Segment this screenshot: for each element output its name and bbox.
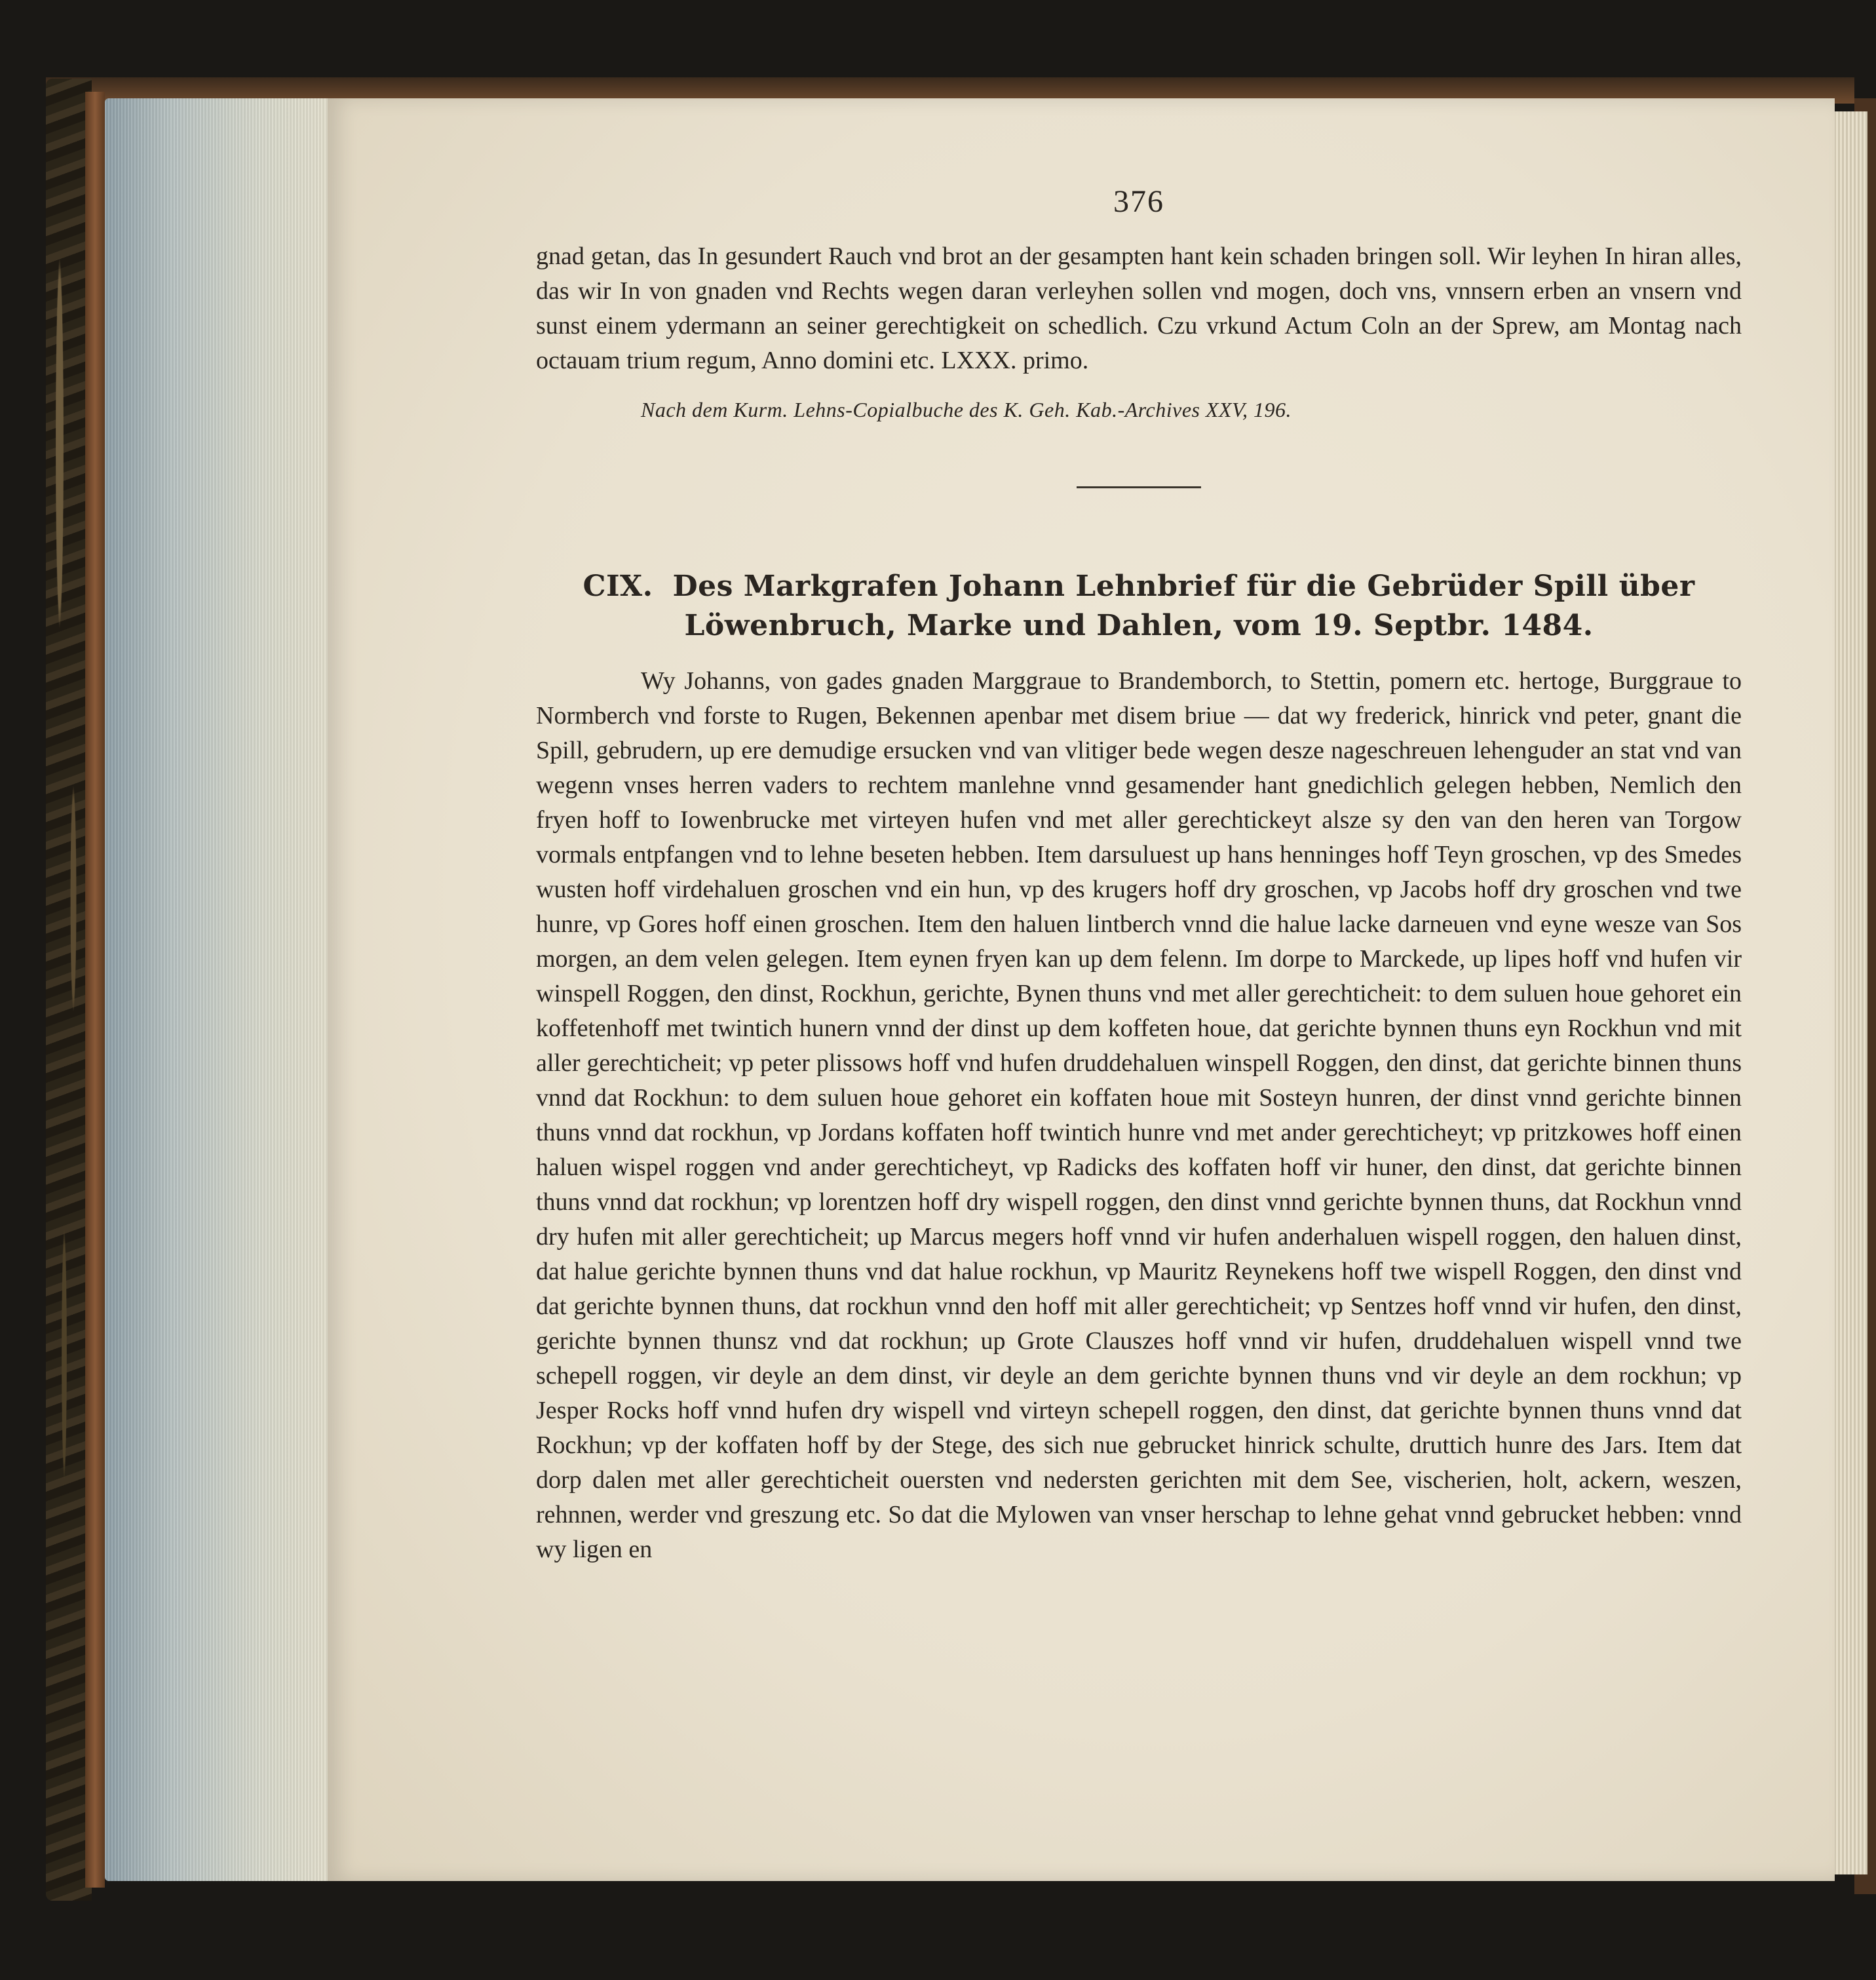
page-edges-stack	[105, 98, 328, 1881]
cover-spine	[85, 92, 105, 1888]
section-divider	[1077, 486, 1201, 488]
section-heading	[536, 567, 1742, 646]
intro-paragraph: gnad getan, das In gesundert Rauch vnd brot an der gesampten hant kein schaden bringen soll. Wir leyhen In hiran alles, das wir In von gnaden vnd Rechts wegen daran verleyhen sollen vnd mogen, doch vns, vnnsern erben an vnsern vnd sunst einem ydermann an seiner gerechtigkeit on schedlich. Czu vrkund Actum Coln an der Sprew, am Montag nach octauam trium regum, Anno domini etc. LXXX. primo.	[536, 243, 1742, 374]
page-content	[536, 184, 1742, 1567]
page-number: 376	[1113, 184, 1164, 219]
source-note: Nach dem Kurm. Lehns-Copialbuche des K. Geh. Kab.-Archives XXV, 196.	[641, 398, 1292, 421]
section-title: Des Markgrafen Johann Lehnbrief für die Gebrüder Spill über Löwenbruch, Marke und Dahlen, vom 19. Septbr. 1484.	[672, 570, 1695, 642]
body-paragraph: Wy Johanns, von gades gnaden Marggraue to Brandemborch, to Stettin, pomern etc. hertoge, Burggraue to Normberch vnd forste to Rugen, Bekennen apenbar met disem briue — dat wy frederick, hinrick vnd peter, gnant die Spill, gebrudern, up ere demudige ersucken vnd van vlitiger bede wegen desze nageschreuen lehenguder an stat vnd van wegenn vnses herren vaders to rechtem manlehne vnnd gesamender hant gnedichlich gelegen hebben, Nemlich den fryen hoff to Iowenbrucke met virteyen hufen vnd met aller gerechtickeyt alsze sy den van den heren van Torgow vormals entpfangen vnd to lehne beseten hebben. Item darsuluest up hans henninges hoff Teyn groschen, vp des Smedes wusten hoff virdehaluen groschen vnd ein hun, vp des krugers hoff dry groschen, vp Jacobs hoff dry groschen vnd twe hunre, vp Gores hoff einen groschen. Item den haluen lintberch vnnd die halue lacke darneuen vnd eyne wesze van Sos morgen, an dem velen gelegen. Item eynen fryen kan up dem felenn. Im dorpe to Marckede, up lipes hoff vnd hufen vir winspell Roggen, den dinst, Rockhun, gerichte, Bynen thuns vnd met aller gerechticheit: to dem suluen houe gehoret ein koffetenhoff met twintich hunern vnnd der dinst up dem koffeten houe, dat gerichte bynnen thuns eyn Rockhun vnd mit aller gerechticheit; vp peter plissows hoff vnd hufen druddehaluen winspell Roggen, den dinst, dat gerichte binnen thuns vnnd dat Rockhun: to dem suluen houe gehoret ein koffaten houe mit Sosteyn hunren, der dinst vnnd gerichte binnen thuns vnnd dat rockhun, vp Jordans koffaten hoff twintich hunre vnd met ander gerechticheyt; vp pritzkowes hoff einen haluen wispel roggen vnd ander gerechticheyt, vp Radicks des koffaten hoff vir huner, den dinst, dat gerichte binnen thuns vnnd dat rockhun; vp lorentzen hoff dry wispell roggen, den dinst vnnd gerichte bynnen thuns, dat Rockhun vnnd dry hufen mit aller gerechticheit; up Marcus megers hoff vnnd vir hufen anderhaluen wispell roggen, den haluen dinst, dat halue gerichte bynnen thuns vnd dat halue rockhun, vp Mauritz Reynekens hoff twe wispell Roggen, den dinst vnd dat gerichte bynnen thuns, dat rockhun vnnd den hoff mit aller gerechticheit; vp Sentzes hoff vnnd vir hufen, den dinst, gerichte bynnen thunsz vnd dat rockhun; up Grote Clauszes hoff vnnd vir hufen, druddehaluen wispell vnnd twe schepell roggen, vir deyle an dem dinst, vir deyle an dem gerichte bynnen thuns vnd vir deyle an dem rockhun; vp Jesper Rocks hoff vnnd hufen dry wispell vnd virteyn schepell roggen, den dinst, dat gerichte bynnen thuns vnnd dat Rockhun; vp der koffaten hoff by der Stege, des sich nue gebrucket hinrick schulte, druttich hunre des Jars. Item dat dorp dalen met aller gerechticheit ouersten vnd nedersten gerichten mit dem See, vischerien, holt, ackern, weszen, rehnnen, werder vnd greszung etc. So dat die Mylowen van vnser herschap to lehne gehat vnnd gebrucket hebben: vnnd wy ligen en	[536, 667, 1742, 1563]
section-number: CIX.	[583, 570, 653, 603]
